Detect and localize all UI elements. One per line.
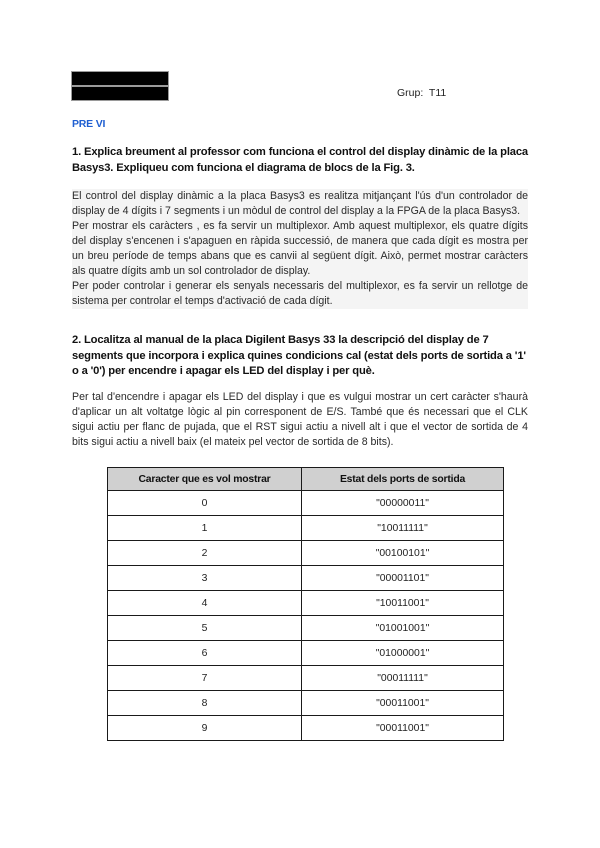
answer-1-paragraph: El control del display dinàmic a la placa Basys3 es realitza mitjançant l'ús d'un controlador de display de 4 dígits i 7 segments i un mòdul de control del display a la FPGA de la placa Basys3. [72,190,528,217]
cell-port-state: "00001101" [302,566,504,591]
cell-port-state: "00000011" [302,491,504,516]
cell-character: 7 [108,666,302,691]
cell-character: 1 [108,516,302,541]
cell-port-state: "01000001" [302,641,504,666]
cell-character: 0 [108,491,302,516]
answer-2-paragraph: Per tal d'encendre i apagar els LED del display i que es vulgui mostrar un cert caràcter s'haurà d'aplicar un alt voltatge lògic al pin corresponent de E/S. També que és necessari que el CLK sigui actiu per flanc de pujada, que el RST sigui actiu a nivell alt i que el vector de sortida de 4 bits sigui actiu a nivell baix (el mateix pel vector de sortida de 8 bits). [72,391,528,448]
group-label [397,87,446,99]
table-row [108,491,504,516]
column-header-character: Caracter que es vol mostrar [108,468,302,491]
group-label-text: Grup: [397,87,424,99]
cell-character: 6 [108,641,302,666]
seven-segment-table [107,467,504,741]
table-row [108,691,504,716]
cell-port-state: "00100101" [302,541,504,566]
table-header-row [108,468,504,491]
table-row [108,716,504,741]
table-row [108,616,504,641]
answer-1 [72,189,528,309]
redacted-name-bar [72,72,168,85]
table-row [108,516,504,541]
table-row [108,666,504,691]
cell-port-state: "00011111" [302,666,504,691]
question-2: 2. Localitza al manual de la placa Digilent Basys 33 la descripció del display de 7 segments que incorpora i explica quines condicions cal (estat dels ports de sortida a '1' o a '0') per encendre i apagar els LED del display i per què. [72,334,526,377]
group-value: T11 [428,87,447,99]
answer-1-paragraph: Per poder controlar i generar els senyals necessaris del multiplexor, es fa servir un rellotge de sistema per controlar el temps d'activació de cada dígit. [72,280,528,307]
cell-port-state: "00011001" [302,716,504,741]
cell-character: 3 [108,566,302,591]
cell-character: 9 [108,716,302,741]
section-title: PRE VI [72,118,106,130]
table-row [108,641,504,666]
cell-port-state: "10011111" [302,516,504,541]
question-1: 1. Explica breument al professor com funciona el control del display dinàmic de la placa Basys3. Expliqueu com funciona el diagrama de blocs de la Fig. 3. [72,146,528,174]
cell-port-state: "10011001" [302,591,504,616]
cell-port-state: "01001001" [302,616,504,641]
table-row [108,541,504,566]
cell-character: 8 [108,691,302,716]
redacted-name-bar [72,87,168,100]
table-row [108,591,504,616]
cell-port-state: "00011001" [302,691,504,716]
table-row [108,566,504,591]
cell-character: 4 [108,591,302,616]
column-header-port-state: Estat dels ports de sortida [302,468,504,491]
answer-2 [72,390,528,450]
cell-character: 2 [108,541,302,566]
answer-1-paragraph: Per mostrar els caràcters , es fa servir un multiplexor. Amb aquest multiplexor, els quatre dígits del display s'encenen i s'apaguen en ràpida successió, de manera que cada dígit es mostra per un breu període de temps abans que es canvii al següent dígit. Això, permet mostrar caràcters als quatre dígits amb un sol controlador de display. [72,220,528,277]
cell-character: 5 [108,616,302,641]
